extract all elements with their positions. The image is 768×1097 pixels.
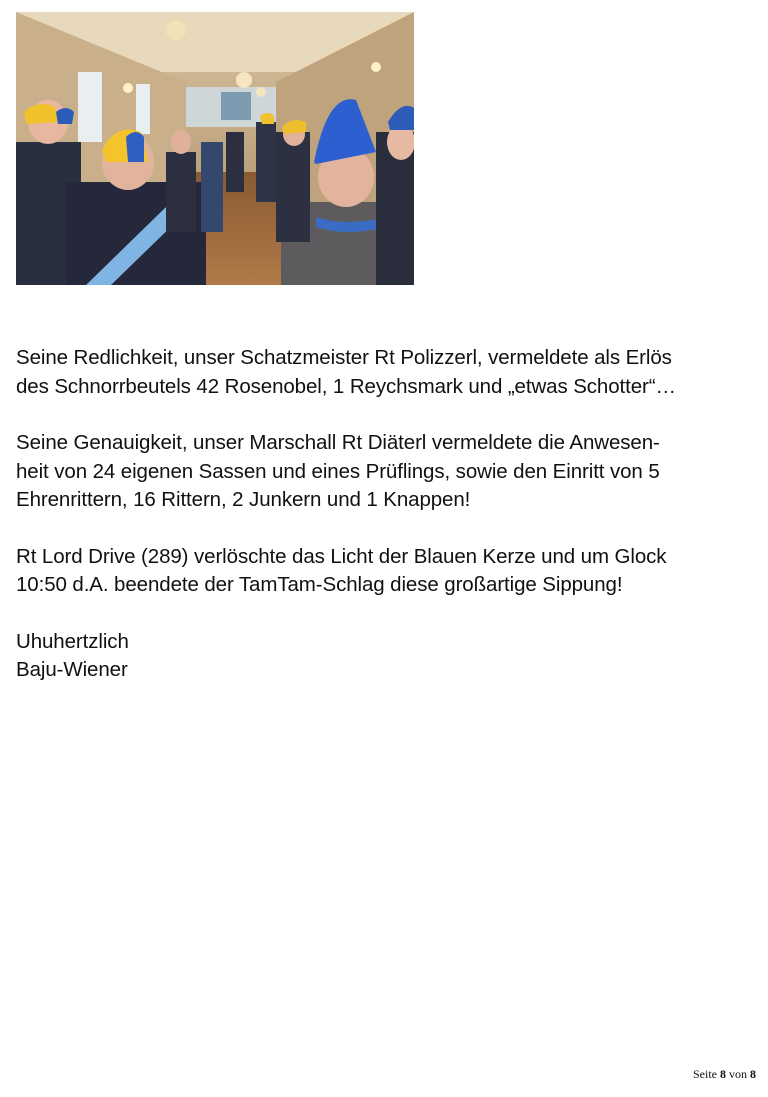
photo-illustration	[16, 12, 414, 285]
paragraph-line: heit von 24 eigenen Sassen und eines Prüflings, sowie den Einritt von 5	[16, 459, 660, 483]
paragraph-line: Seine Redlichkeit, unser Schatzmeister Rt Polizzerl, vermeldete als Erlös	[16, 346, 672, 369]
page-number-current: 8	[720, 1067, 726, 1081]
paragraph-marshal	[16, 429, 756, 515]
page-number-middle: von	[729, 1067, 747, 1081]
page-number-total: 8	[750, 1067, 756, 1081]
closing-signature: Baju-Wiener	[16, 658, 128, 681]
page-number-prefix: Seite	[693, 1067, 717, 1081]
group-photo-image	[16, 12, 414, 285]
page-number	[693, 1067, 756, 1082]
paragraph-line: Ehrenrittern, 16 Rittern, 2 Junkern und 1 Knappen!	[16, 488, 471, 511]
paragraph-line: Rt Lord Drive (289) verlöschte das Licht der Blauen Kerze und um Glock	[16, 544, 667, 568]
closing-greeting: Uhuhertzlich	[16, 629, 129, 653]
paragraph-line: des Schnorrbeutels 42 Rosenobel, 1 Reychsmark und „etwas Schotter“…	[16, 374, 676, 398]
letter-body	[16, 344, 756, 685]
paragraph-line: 10:50 d.A. beendete der TamTam-Schlag diese großartige Sippung!	[16, 573, 623, 596]
paragraph-line: Seine Genauigkeit, unser Marschall Rt Diäterl vermeldete die Anwesen-	[16, 431, 660, 454]
paragraph-treasurer	[16, 344, 756, 401]
closing-block	[16, 628, 756, 685]
paragraph-candle	[16, 543, 756, 600]
